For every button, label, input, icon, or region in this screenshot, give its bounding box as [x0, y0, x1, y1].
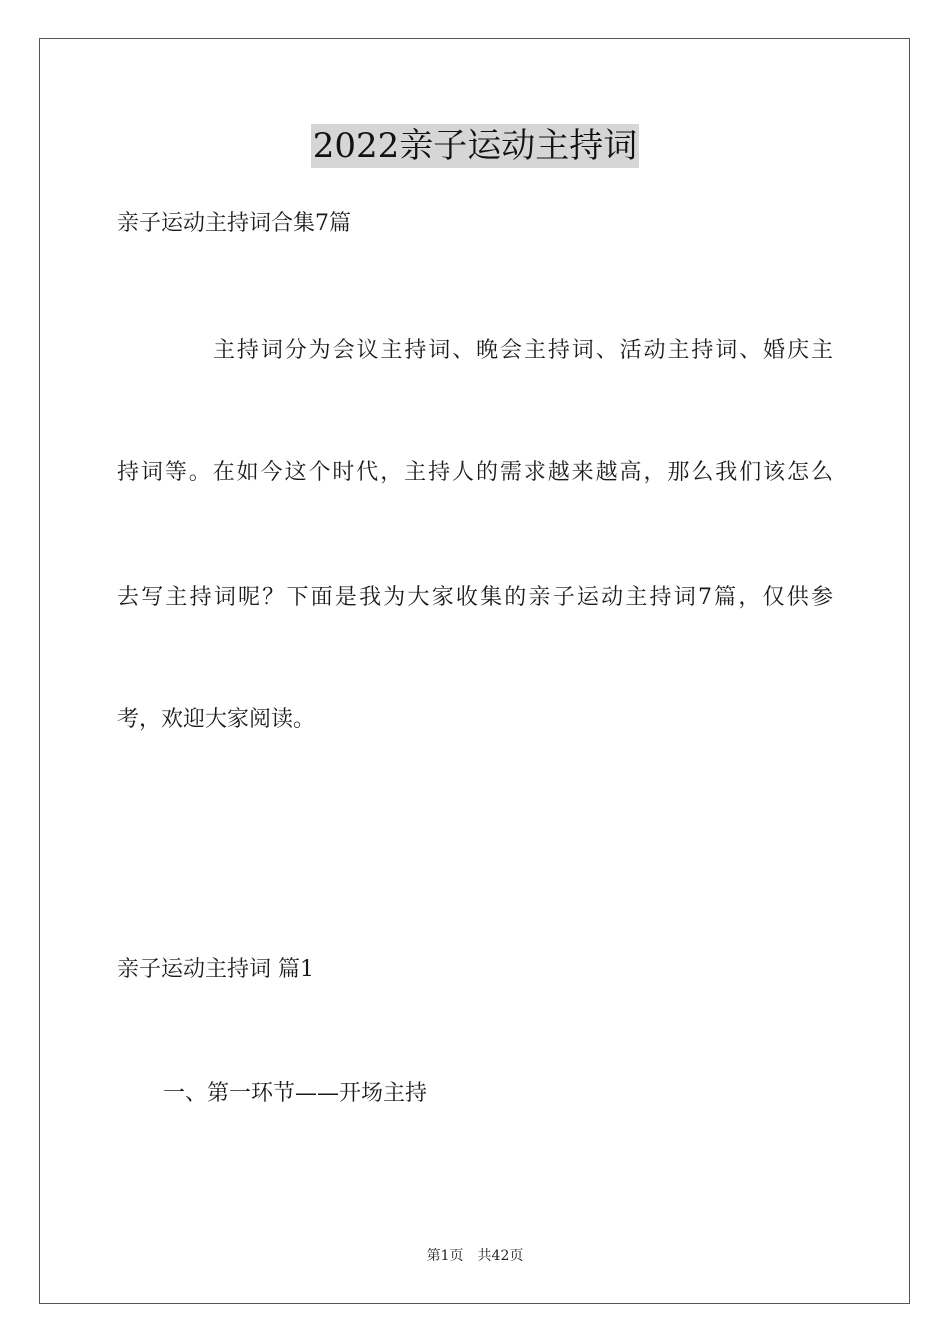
subsection-heading: 一、第一环节——开场主持: [163, 1081, 428, 1106]
current-page-label: 第1页: [426, 1248, 464, 1264]
intro-line-4: 考，欢迎大家阅读。: [117, 707, 316, 732]
page-footer: [0, 1246, 950, 1266]
section-heading: 亲子运动主持词 篇1: [117, 957, 314, 982]
total-pages-label: 共42页: [477, 1248, 524, 1264]
document-title: 2022亲子运动主持词: [312, 126, 638, 166]
title-container: [0, 124, 950, 168]
document-subtitle: 亲子运动主持词合集7篇: [117, 211, 351, 236]
intro-line-1: 主持词分为会议主持词、晚会主持词、活动主持词、婚庆主: [213, 338, 833, 363]
intro-line-3: 去写主持词呢？下面是我为大家收集的亲子运动主持词7篇，仅供参: [117, 585, 833, 610]
intro-line-2: 持词等。在如今这个时代，主持人的需求越来越高，那么我们该怎么: [117, 460, 833, 485]
